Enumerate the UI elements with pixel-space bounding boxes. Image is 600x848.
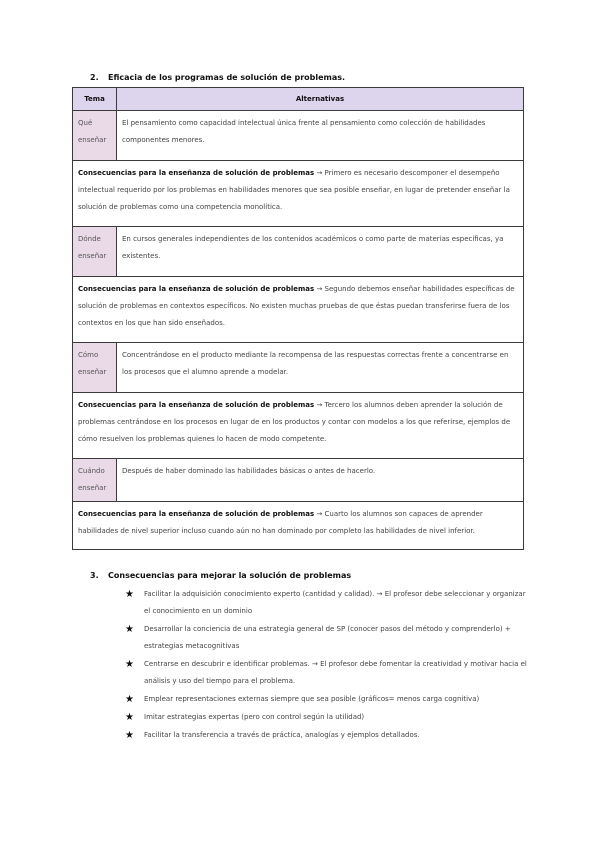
consequence-text: → Segundo debemos enseñar habilidades específicas de solución de problemas en contextos específicos. No existen muchas pruebas de que éstas puedan transferirse fuera de los contextos en los que han sido enseñados. bbox=[78, 285, 515, 327]
consequence-cell bbox=[73, 161, 524, 227]
row-label-como-ensenar: Cómo enseñar bbox=[73, 343, 117, 393]
consequence-text: → Primero es necesario descomponer el desempeño intelectual requerido por los problemas en habilidades menores que sea posible enseñar, en lugar de pretender enseñar la solución de problemas como una competencia monolítica. bbox=[78, 169, 510, 211]
alternatives-table bbox=[72, 87, 524, 550]
star-icon: ★ bbox=[125, 624, 134, 635]
star-icon: ★ bbox=[125, 659, 134, 670]
section-2-number: 2. bbox=[90, 73, 99, 82]
row-text: Concentrándose en el producto mediante la recompensa de las respuestas correctas frente a concentrarse en los procesos que el alumno aprende a modelar. bbox=[117, 343, 524, 393]
section-3-heading bbox=[90, 571, 351, 580]
row-text: Después de haber dominado las habilidades básicas o antes de hacerlo. bbox=[117, 459, 524, 502]
consequence-heading: Consecuencias para la enseñanza de solución de problemas bbox=[78, 401, 315, 409]
table-row bbox=[73, 343, 524, 393]
list-item-text: Emplear representaciones externas siempre que sea posible (gráficos= menos carga cognitiva) bbox=[144, 695, 480, 703]
header-tema: Tema bbox=[73, 88, 117, 111]
list-item-text: Facilitar la adquisición conocimiento experto (cantidad y calidad). → El profesor debe seleccionar y organizar el conocimiento en un dominio bbox=[144, 590, 526, 615]
consequence-text: → Cuarto los alumnos son capaces de aprender habilidades de nivel superior incluso cuando aún no han dominado por completo las habilidades de nivel inferior. bbox=[78, 510, 483, 535]
star-icon: ★ bbox=[125, 589, 134, 600]
consequence-cell bbox=[73, 502, 524, 550]
consequence-heading: Consecuencias para la enseñanza de solución de problemas bbox=[78, 285, 315, 293]
list-item-text: Facilitar la transferencia a través de práctica, analogías y ejemplos detallados. bbox=[144, 731, 420, 739]
table-row bbox=[73, 111, 524, 161]
consequence-row bbox=[73, 161, 524, 227]
section-3-number: 3. bbox=[90, 571, 99, 580]
list-item bbox=[125, 691, 530, 708]
consequence-cell bbox=[73, 393, 524, 459]
consequence-heading: Consecuencias para la enseñanza de solución de problemas bbox=[78, 169, 315, 177]
section-3-title: Consecuencias para mejorar la solución de problemas bbox=[108, 571, 352, 580]
consequence-cell bbox=[73, 277, 524, 343]
consequence-row bbox=[73, 393, 524, 459]
row-label-cuando-ensenar: Cuándo enseñar bbox=[73, 459, 117, 502]
row-text: El pensamiento como capacidad intelectual única frente al pensamiento como colección de habilidades componentes menores. bbox=[117, 111, 524, 161]
list-item bbox=[125, 621, 530, 655]
list-item-text: Desarrollar la conciencia de una estrategia general de SP (conocer pasos del método y comprenderlo) + estrategias metacognitivas bbox=[144, 625, 511, 650]
list-item-text: Imitar estrategias expertas (pero con control según la utilidad) bbox=[144, 713, 365, 721]
star-icon: ★ bbox=[125, 694, 134, 705]
table-row bbox=[73, 227, 524, 277]
improvement-list bbox=[125, 586, 530, 745]
section-2-heading bbox=[90, 73, 345, 82]
list-item bbox=[125, 586, 530, 620]
consequence-row bbox=[73, 502, 524, 550]
star-icon: ★ bbox=[125, 730, 134, 741]
section-2-title: Eficacia de los programas de solución de problemas. bbox=[108, 73, 346, 82]
table-row bbox=[73, 459, 524, 502]
row-label-donde-ensenar: Dónde enseñar bbox=[73, 227, 117, 277]
list-item bbox=[125, 727, 530, 744]
list-item bbox=[125, 656, 530, 690]
consequence-row bbox=[73, 277, 524, 343]
consequence-text: → Tercero los alumnos deben aprender la solución de problemas centrándose en los procesos en lugar de en los productos y contar con modelos a los que referirse, ejemplos de cómo resuelven los problemas quienes lo hacen de modo competente. bbox=[78, 401, 511, 443]
consequence-heading: Consecuencias para la enseñanza de solución de problemas bbox=[78, 510, 315, 518]
table-header-row bbox=[73, 88, 524, 111]
row-text: En cursos generales independientes de los contenidos académicos o como parte de materias específicas, ya existentes. bbox=[117, 227, 524, 277]
star-icon: ★ bbox=[125, 712, 134, 723]
list-item-text: Centrarse en descubrir e identificar problemas. → El profesor debe fomentar la creatividad y motivar hacia el análisis y uso del tiempo para el problema. bbox=[144, 660, 527, 685]
row-label-que-ensenar: Qué enseñar bbox=[73, 111, 117, 161]
header-alternativas: Alternativas bbox=[117, 88, 524, 111]
list-item bbox=[125, 709, 530, 726]
